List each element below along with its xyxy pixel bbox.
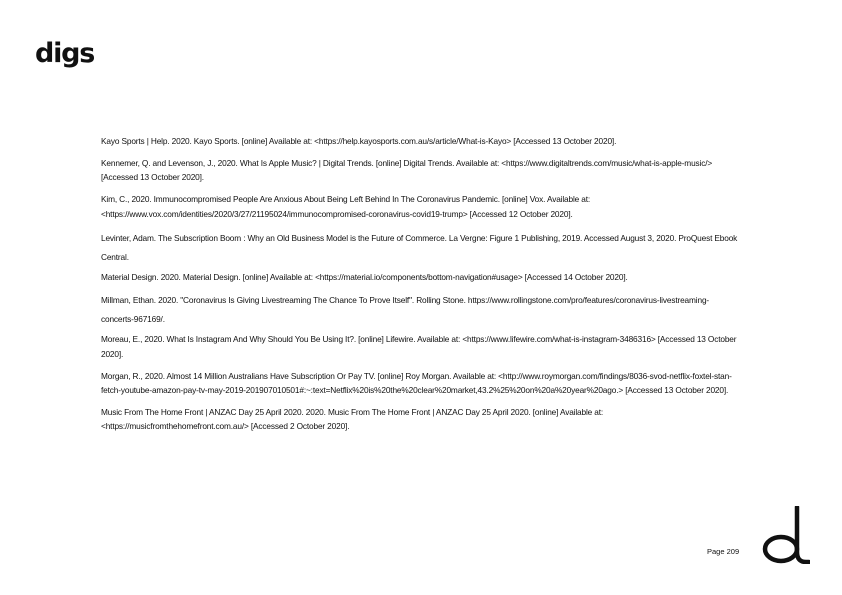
- page-number: Page 209: [707, 547, 740, 556]
- reference-entry: Music From The Home Front | ANZAC Day 25 April 2020. 2020. Music From The Home Front | ANZAC Day 25 April 2020. [online] Available at: <https://musicfromthehomefront.com.au/> [Accessed 2 October 2020].: [101, 407, 604, 432]
- reference-entry: Levinter, Adam. The Subscription Boom : Why an Old Business Model is the Future of Commerce. La Vergne: Figure 1 Publishing, 2019. Accessed August 3, 2020. ProQuest Ebook Central.: [101, 232, 738, 262]
- reference-entry: Kim, C., 2020. Immunocompromised People Are Anxious About Being Left Behind In The Coronavirus Pandemic. [online] Vox. Available at: <https://www.vox.com/identities/2020/3/27/21195024/immunocompromised-coronavirus-covid19-trump> [Accessed 12 October 2020].: [101, 194, 591, 219]
- brand-mark-icon: [762, 506, 810, 564]
- reference-entry: Kayo Sports | Help. 2020. Kayo Sports. [online] Available at: <https://help.kayosports.com.au/s/article/What-is-Kayo> [Accessed 13 October 2020].: [101, 136, 617, 146]
- reference-entry: Millman, Ethan. 2020. "Coronavirus Is Giving Livestreaming The Chance To Prove Itself". Rolling Stone. https://www.rollingstone.com/pro/features/coronavirus-livestreaming-concerts-967169/.: [101, 295, 710, 325]
- brand-logo: digs: [35, 38, 95, 69]
- reference-list: [101, 134, 741, 441]
- reference-entry: Material Design. 2020. Material Design. [online] Available at: <https://material.io/components/bottom-navigation#usage> [Accessed 14 October 2020].: [101, 271, 628, 282]
- reference-entry: Morgan, R., 2020. Almost 14 Million Australians Have Subscription Or Pay TV. [online] Roy Morgan. Available at: <http://www.roymorgan.com/findings/8036-svod-netflix-foxtel-stan-fetch-youtube-amazon-pay-tv-may-2019-201907010501#:~:text=Netflix%20is%20the%20clear%20market,43.2%25%20on%20a%20year%20ago.> [Accessed 13 October 2020].: [101, 370, 732, 396]
- reference-entry: Moreau, E., 2020. What Is Instagram And Why Should You Be Using It?. [online] Lifewire. Available at: <https://www.lifewire.com/what-is-instagram-3486316> [Accessed 13 October 2020].: [101, 334, 737, 359]
- reference-entry: Kennemer, Q. and Levenson, J., 2020. What Is Apple Music? | Digital Trends. [online] Digital Trends. Available at: <https://www.digitaltrends.com/music/what-is-apple-music/> [Accessed 13 October 2020].: [101, 157, 713, 183]
